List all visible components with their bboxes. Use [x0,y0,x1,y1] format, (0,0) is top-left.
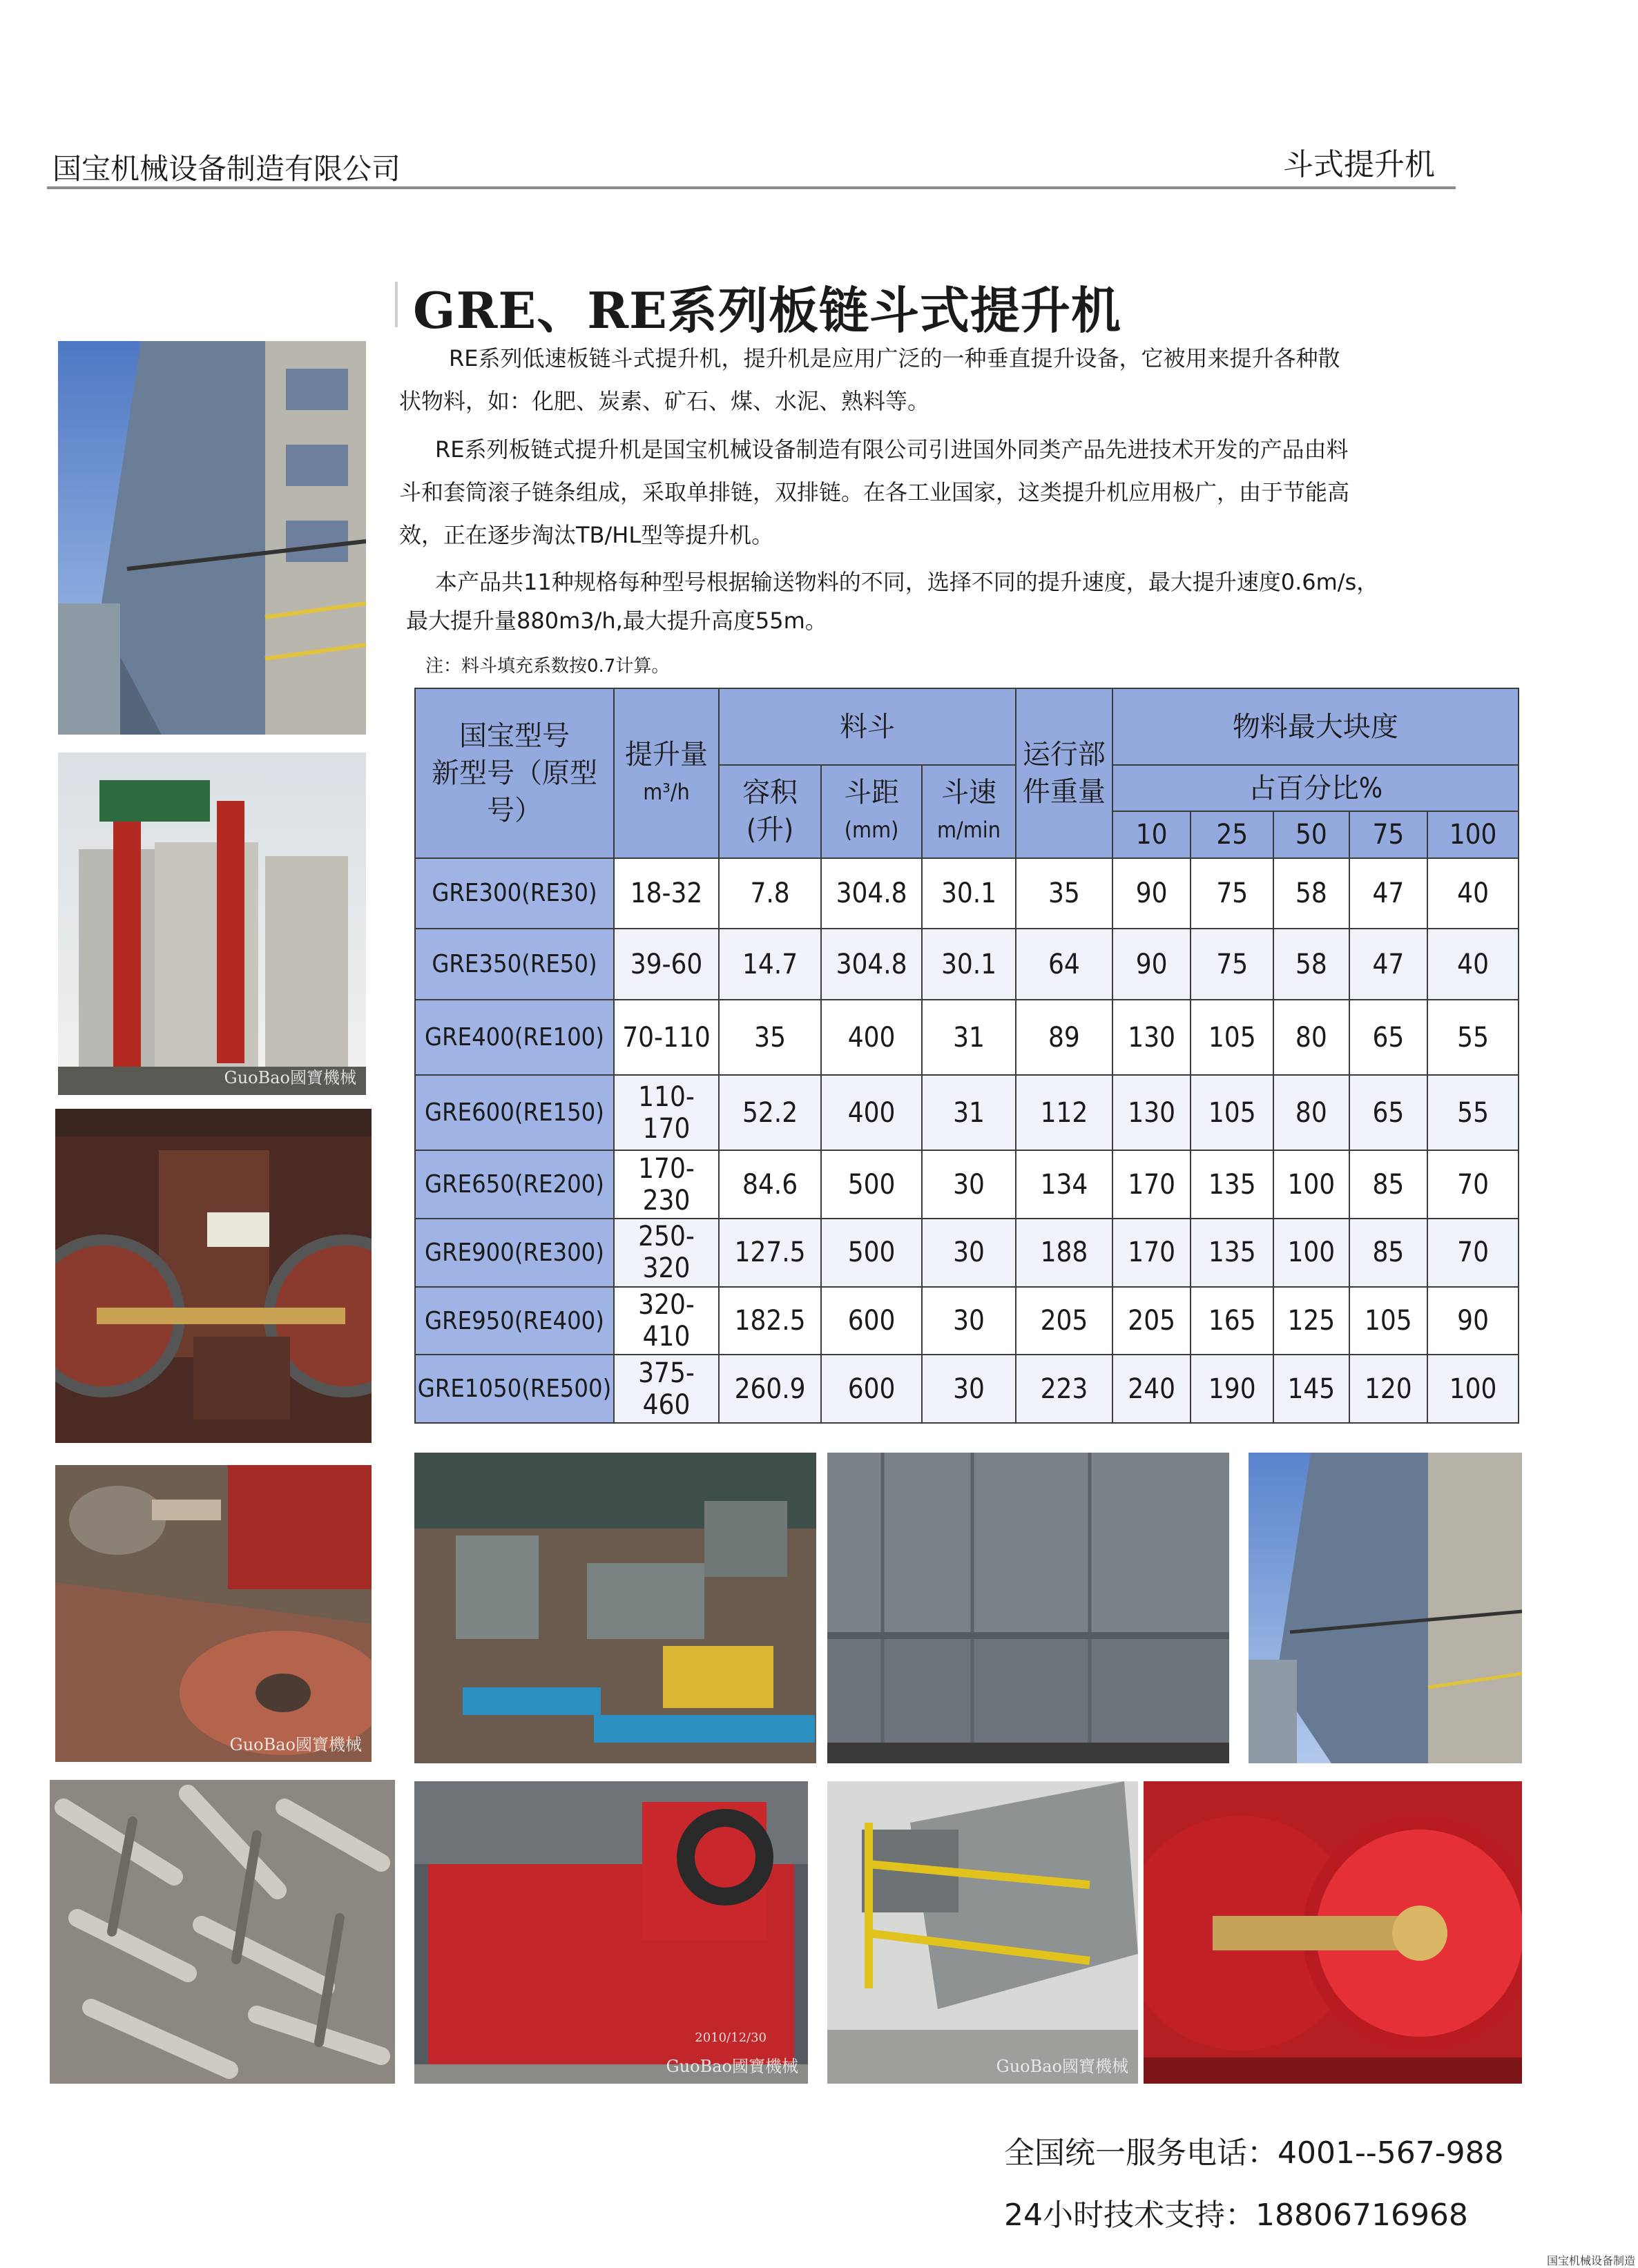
service-hotline: 全国统一服务电话：4001--567-988 [1004,2135,1504,2171]
cell-p50: 100 [1273,1150,1349,1219]
cell-p25: 75 [1191,858,1273,929]
page-title: GRE、RE系列板链斗式提升机 [413,281,1121,340]
pct-75-header: 75 [1349,811,1428,857]
pct-25-header: 25 [1191,811,1273,857]
cell-pitch: 400 [821,1000,922,1075]
cell-p75: 85 [1349,1150,1428,1219]
intro-line-1: RE系列低速板链斗式提升机，提升机是应用广泛的一种垂直提升设备，它被用来提升各种散 [449,345,1340,371]
pin-closeup-photo [55,1465,372,1762]
cell-p50: 100 [1273,1219,1349,1287]
date-watermark: 2010/12/30 [695,2030,767,2045]
cell-cap: 70-110 [614,1000,719,1075]
cell-speed: 30 [922,1355,1016,1423]
table-row [415,1000,1519,1075]
intro-line-3: RE系列板链式提升机是国宝机械设备制造有限公司引进国外同类产品先进技术开发的产品由料 [435,436,1349,463]
casing-panel-photo [827,1453,1229,1763]
cell-p75: 120 [1349,1355,1428,1423]
red-wheel-shaft-photo [1144,1781,1522,2084]
intro-line-4: 斗和套筒滚子链条组成，采取单排链，双排链。在各工业国家，这类提升机应用极广，由于节能高 [399,479,1350,505]
cell-p25: 135 [1191,1150,1273,1219]
cell-vol: 84.6 [719,1150,821,1219]
cell-pitch: 500 [821,1219,922,1287]
cell-cap: 18-32 [614,858,719,929]
cell-vol: 7.8 [719,858,821,929]
cell-cap: 250-320 [614,1219,719,1287]
cell-p50: 80 [1273,1000,1349,1075]
chain-sprocket-photo [55,1109,372,1443]
cell-speed: 30.1 [922,929,1016,1000]
cell-p10: 130 [1112,1000,1191,1075]
cell-p10: 130 [1112,1075,1191,1150]
cell-model: GRE650(RE200) [415,1150,614,1219]
drive-unit-photo [827,1781,1138,2084]
table-row [415,1355,1519,1423]
cell-model: GRE600(RE150) [415,1075,614,1150]
pct-100-header: 100 [1427,811,1519,857]
speed-header: 斗速 m/min [922,765,1016,857]
elevator-casing-photo [1249,1453,1522,1763]
cell-pitch: 400 [821,1075,922,1150]
cell-speed: 30 [922,1219,1016,1287]
guobao-watermark: GuoBao國寶機械 [996,2057,1128,2076]
table-row [415,858,1519,929]
lump-header: 物料最大块度 [1112,688,1519,765]
fill-factor-note: 注：料斗填充系数按0.7计算。 [425,656,670,677]
cell-p25: 105 [1191,1075,1273,1150]
cell-model: GRE300(RE30) [415,858,614,929]
cell-cap: 170-230 [614,1150,719,1219]
cell-vol: 52.2 [719,1075,821,1150]
cell-p10: 240 [1112,1355,1191,1423]
cell-p25: 75 [1191,929,1273,1000]
cell-cap: 110-170 [614,1075,719,1150]
cell-vol: 127.5 [719,1219,821,1287]
cell-p10: 205 [1112,1287,1191,1355]
percent-header: 占百分比% [1112,765,1519,811]
cell-p100: 55 [1427,1075,1519,1150]
cell-vol: 35 [719,1000,821,1075]
cell-p25: 105 [1191,1000,1273,1075]
silo-elevator-photo [58,753,366,1095]
cell-vol: 14.7 [719,929,821,1000]
spec-table [414,688,1519,1424]
cell-p10: 170 [1112,1219,1191,1287]
elevator-tower-photo [58,341,366,735]
cell-speed: 30.1 [922,858,1016,929]
cell-p100: 40 [1427,858,1519,929]
cell-speed: 30 [922,1150,1016,1219]
cell-p25: 135 [1191,1219,1273,1287]
title-marker [395,282,398,327]
cell-model: GRE1050(RE500) [415,1355,614,1423]
guobao-watermark: GuoBao國寶機械 [666,2057,798,2076]
capacity-header: 提升量 m³/h [614,688,719,858]
table-row [415,1150,1519,1219]
company-name: 国宝机械设备制造有限公司 [52,152,401,186]
guobao-watermark: GuoBao國寶機械 [229,1735,362,1754]
tech-support-line: 24小时技术支持：18806716968 [1004,2198,1468,2233]
cell-weight: 223 [1016,1355,1112,1423]
red-elevator-head-photo [414,1781,808,2084]
cell-weight: 188 [1016,1219,1112,1287]
cell-p10: 170 [1112,1150,1191,1219]
intro-line-5: 效，正在逐步淘汰TB/HL型等提升机。 [399,522,774,548]
gearbox-motor-photo [414,1453,816,1763]
cell-p75: 47 [1349,929,1428,1000]
cell-weight: 35 [1016,858,1112,929]
cell-weight: 112 [1016,1075,1112,1150]
cell-p25: 190 [1191,1355,1273,1423]
cell-p25: 165 [1191,1287,1273,1355]
pct-10-header: 10 [1112,811,1191,857]
cell-weight: 64 [1016,929,1112,1000]
cell-speed: 31 [922,1075,1016,1150]
bucket-header: 料斗 [719,688,1016,765]
chain-parts-photo [50,1780,395,2084]
cell-weight: 89 [1016,1000,1112,1075]
cell-pitch: 304.8 [821,929,922,1000]
table-row [415,1075,1519,1150]
cell-p100: 55 [1427,1000,1519,1075]
table-row [415,1287,1519,1355]
intro-line-7: 最大提升量880m3/h,最大提升高度55m。 [406,608,827,634]
cell-pitch: 600 [821,1355,922,1423]
cell-model: GRE900(RE300) [415,1219,614,1287]
cell-p75: 85 [1349,1219,1428,1287]
cell-cap: 39-60 [614,929,719,1000]
header-rule [47,186,1456,189]
table-row [415,1219,1519,1287]
weight-header: 运行部件重量 [1016,688,1112,858]
intro-line-6: 本产品共11种规格每种型号根据输送物料的不同，选择不同的提升速度，最大提升速度0.6m/s， [435,569,1379,595]
cell-p10: 90 [1112,929,1191,1000]
guobao-watermark: GuoBao國寶機械 [224,1068,356,1087]
cell-p75: 65 [1349,1000,1428,1075]
section-title: 斗式提升机 [1283,147,1435,182]
cell-speed: 31 [922,1000,1016,1075]
cell-p50: 80 [1273,1075,1349,1150]
cell-cap: 320-410 [614,1287,719,1355]
cell-p75: 65 [1349,1075,1428,1150]
cell-speed: 30 [922,1287,1016,1355]
cell-p100: 70 [1427,1219,1519,1287]
model-header: 国宝型号 新型号（原型号） [415,688,614,858]
cell-cap: 375-460 [614,1355,719,1423]
table-row [415,929,1519,1000]
intro-line-2: 状物料，如：化肥、炭素、矿石、煤、水泥、熟料等。 [399,388,930,414]
cell-model: GRE350(RE50) [415,929,614,1000]
cell-pitch: 600 [821,1287,922,1355]
corner-caption: 国宝机械设备制造 [1547,2254,1636,2267]
cell-model: GRE950(RE400) [415,1287,614,1355]
cell-p75: 47 [1349,858,1428,929]
cell-p100: 40 [1427,929,1519,1000]
pitch-header: 斗距 (mm) [821,765,922,857]
cell-vol: 260.9 [719,1355,821,1423]
cell-p100: 90 [1427,1287,1519,1355]
cell-pitch: 500 [821,1150,922,1219]
cell-p50: 125 [1273,1287,1349,1355]
volume-header: 容积 (升) [719,765,821,857]
cell-pitch: 304.8 [821,858,922,929]
cell-weight: 134 [1016,1150,1112,1219]
pct-50-header: 50 [1273,811,1349,857]
cell-weight: 205 [1016,1287,1112,1355]
cell-p50: 58 [1273,929,1349,1000]
cell-p100: 70 [1427,1150,1519,1219]
cell-vol: 182.5 [719,1287,821,1355]
cell-p75: 105 [1349,1287,1428,1355]
cell-p50: 58 [1273,858,1349,929]
cell-model: GRE400(RE100) [415,1000,614,1075]
cell-p100: 100 [1427,1355,1519,1423]
cell-p50: 145 [1273,1355,1349,1423]
cell-p10: 90 [1112,858,1191,929]
